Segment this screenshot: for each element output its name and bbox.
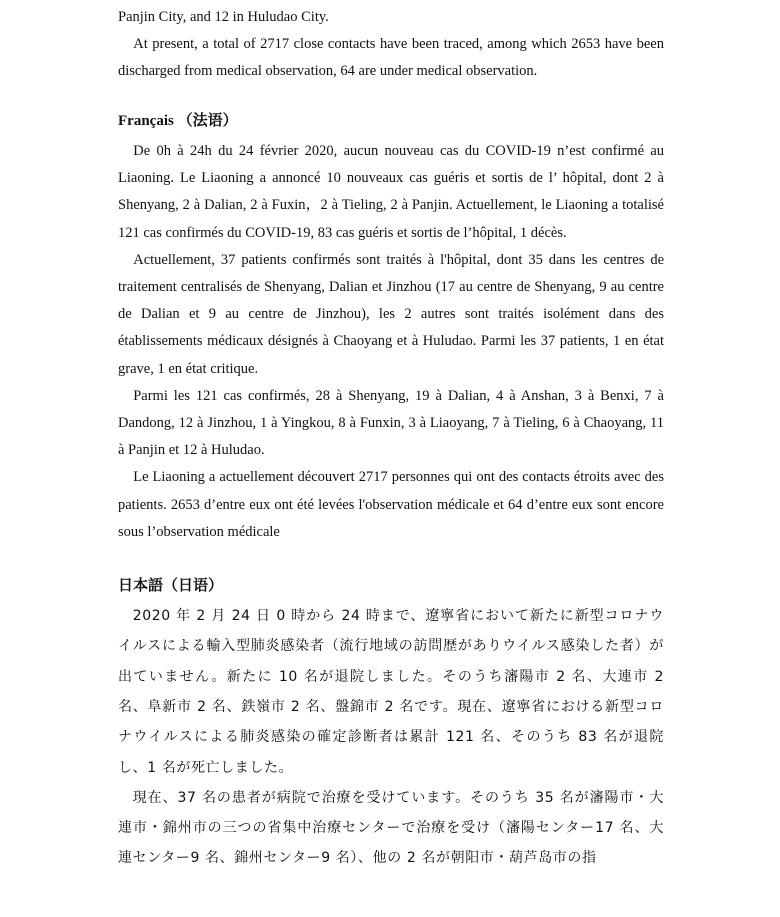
japanese-heading: 日本語（日语） (118, 576, 224, 595)
japanese-paragraph-1: 2020 年 2 月 24 日 0 時から 24 時まで、遼寧省において新たに新型コロナウイルスによる輸入型肺炎感染者（流行地域の訪問歴がありウイルス感染した者）が出ていません。新たに 10 名が退院しました。そのうち瀋陽市 2 名、大連市 2 名、阜新市 2 名、鉄嶺市 2 名、盤錦市 2 名です。現在、遼寧省における新型コロナウイルスによる肺炎感染の確定診断者は累計 121 名、そのうち 83 名が退院し、1 名が死亡しました。 (118, 608, 664, 776)
japanese-paragraph-2: 現在、37 名の患者が病院で治療を受けています。そのうち 35 名が瀋陽市・大連市・錦州市の三つの省集中治療センターで治療を受け（瀋陽センター17 名、大連センター9 名、錦州センター9 名）、他の 2 名が朝阳市・葫芦岛市の指 (118, 789, 664, 867)
french-section (118, 111, 664, 546)
english-section (118, 4, 664, 85)
french-paragraph-2: Actuellement, 37 patients confirmés sont traités à l'hôpital, dont 35 dans les centres de traitement centralisés de Shenyang, Dalian et Jinzhou (17 au centre de Shenyang, 9 au centre de Dalian et 9 au centre de Jinzhou), les 2 autres sont traités isolément dans des établissements médicaux désignés à Chaoyang et à Huludao. Parmi les 37 patients, 1 en état grave, 1 en état critique. (118, 251, 664, 377)
document-body (118, 4, 664, 874)
english-paragraph-tail: Panjin City, and 12 in Huludao City. (118, 9, 329, 25)
japanese-section (118, 574, 664, 874)
french-paragraph-3: Parmi les 121 cas confirmés, 28 à Shenyang, 19 à Dalian, 4 à Anshan, 3 à Benxi, 7 à Dandong, 12 à Jinzhou, 1 à Yingkou, 8 à Funxin, 3 à Liaoyang, 7 à Tieling, 6 à Chaoyang, 11 à Panjin et 12 à Huludao. (118, 387, 664, 459)
french-heading: Français （法语） (118, 113, 238, 129)
english-paragraph-contacts: At present, a total of 2717 close contacts have been traced, among which 2653 have been discharged from medical observation, 64 are under medical observation. (118, 36, 664, 79)
french-paragraph-4: Le Liaoning a actuellement découvert 2717 personnes qui ont des contacts étroits avec des patients. 2653 d’entre eux ont été levées l'observation médicale et 64 d’entre eux sont encore sous l’observation médicale (118, 469, 664, 540)
french-paragraph-1: De 0h à 24h du 24 février 2020, aucun nouveau cas du COVID-19 n’est confirmé au Liaoning. Le Liaoning a annoncé 10 nouveaux cas guéris et sortis de l’ hôpital, dont 2 à Shenyang, 2 à Dalian, 2 à Fuxin，2 à Tieling, 2 à Panjin. Actuellement, le Liaoning a totalisé 121 cas confirmés du COVID-19, 83 cas guéris et sortis de l’hôpital, 1 décès. (118, 143, 664, 241)
